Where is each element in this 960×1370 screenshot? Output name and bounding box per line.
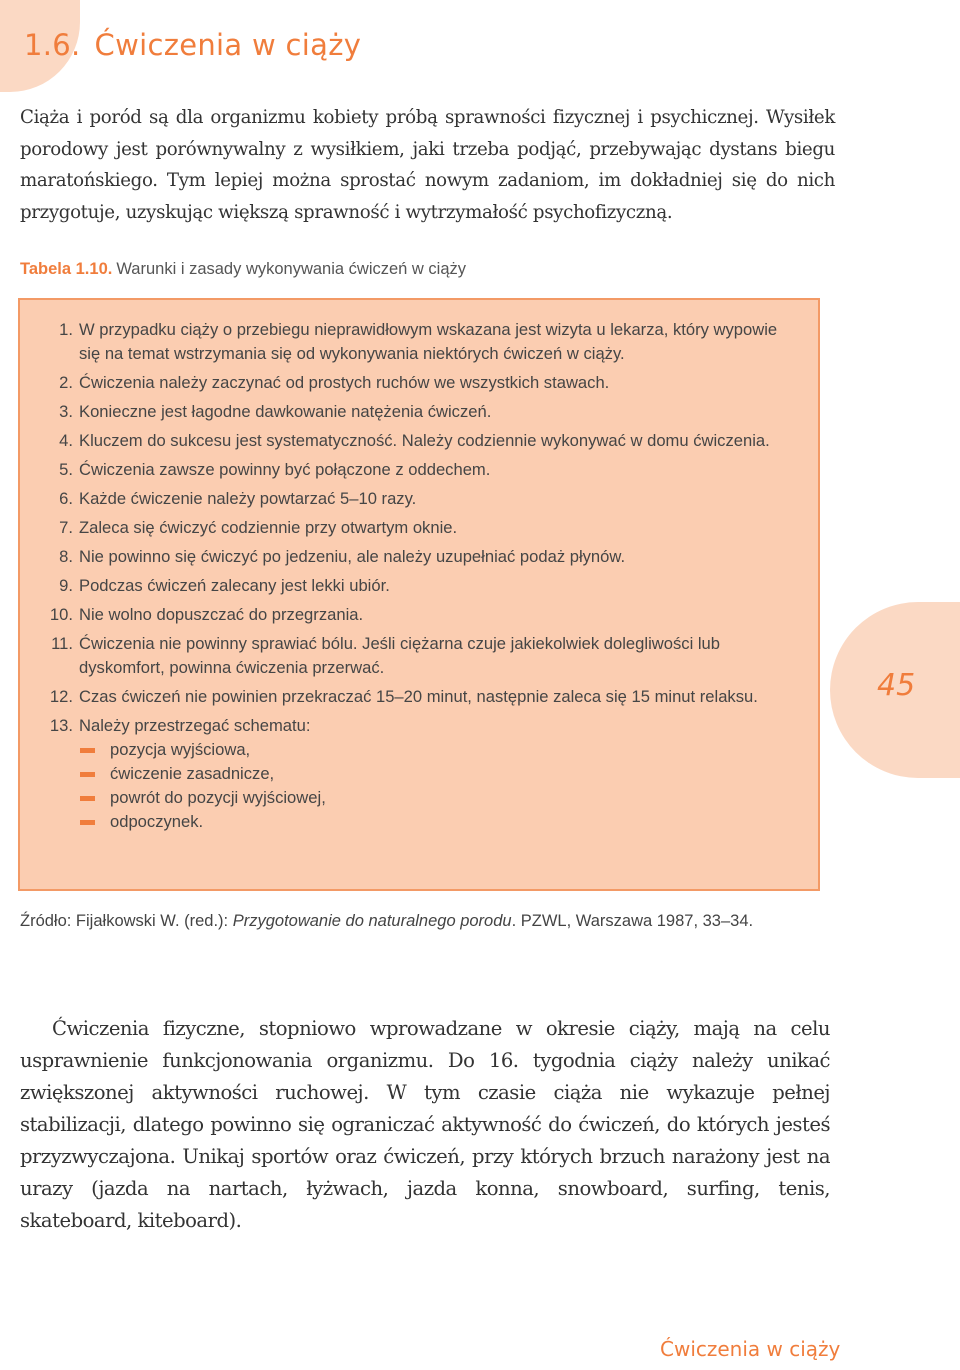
source-title: Przygotowanie do naturalnego porodu bbox=[232, 912, 512, 930]
list-item bbox=[20, 318, 799, 366]
item-number: 2. bbox=[59, 373, 73, 392]
section-title: Ćwiczenia w ciąży bbox=[94, 28, 362, 62]
list-item bbox=[20, 458, 799, 482]
intro-paragraph: Ciąża i poród są dla organizmu kobiety próbą sprawności fizycznej i psychicznej. Wysiłek porodowy jest porównywalny z wysiłkiem, jaki trzeba podjąć, przebywając dystans biegu maratońskiego. Tym lepiej można sprostać nowym zadaniom, im dokładniej się do nich przygotuje, uzyskując większą sprawność i wytrzymałość psychofizyczną. bbox=[20, 107, 835, 223]
source-prefix: Źródło: Fijałkowski W. (red.): bbox=[20, 912, 233, 930]
dash-bullet-icon bbox=[80, 796, 95, 801]
section-number: 1.6. bbox=[24, 28, 81, 62]
rules-table-box bbox=[18, 298, 820, 891]
list-item bbox=[20, 545, 799, 569]
item-text: Ćwiczenia zawsze powinny być połączone z oddechem. bbox=[79, 460, 491, 479]
item-text: Ćwiczenia nie powinny sprawiać bólu. Jeśli ciężarna czuje jakiekolwiek dolegliwości lub dyskomfort, powinna ćwiczenia przerwać. bbox=[79, 634, 721, 677]
dash-bullet-icon bbox=[80, 748, 95, 753]
section-heading bbox=[24, 28, 361, 62]
schema-step bbox=[79, 762, 760, 786]
item-number: 3. bbox=[59, 402, 73, 421]
list-item bbox=[20, 516, 799, 540]
item-number: 12. bbox=[49, 687, 73, 706]
schema-list bbox=[79, 738, 799, 834]
item-number: 11. bbox=[51, 634, 73, 653]
item-number: 1. bbox=[59, 320, 73, 339]
schema-step-text: ćwiczenie zasadnicze, bbox=[110, 764, 275, 783]
item-text: Nie wolno dopuszczać do przegrzania. bbox=[79, 605, 364, 624]
list-item bbox=[20, 714, 799, 834]
list-item bbox=[20, 632, 799, 680]
list-item bbox=[20, 685, 799, 709]
schema-step-text: powrót do pozycji wyjściowej, bbox=[110, 788, 326, 807]
item-number: 5. bbox=[59, 460, 73, 479]
running-footer: Ćwiczenia w ciąży bbox=[660, 1337, 841, 1361]
table-label: Tabela 1.10. bbox=[20, 260, 113, 278]
list-item bbox=[20, 487, 799, 511]
item-text: Podczas ćwiczeń zalecany jest lekki ubiór. bbox=[79, 576, 390, 595]
main-paragraph: Ćwiczenia fizyczne, stopniowo wprowadzane w okresie ciąży, mają na celu usprawnienie funkcjonowania organizmu. Do 16. tygodnia ciąży należy unikać zwiększonej aktywności ruchowej. W tym czasie ciąża nie wykazuje pełnej stabilizacji, dlatego powinno się ograniczać aktywność do ćwiczeń, do których jesteś przyzwyczajona. Unikaj sportów oraz ćwiczeń, przy których brzuch narażony jest na urazy (jazda na nartach, łyżwach, jazda konna, snowboard, surfing, tenis, skateboard, kiteboard). bbox=[20, 1017, 830, 1232]
schema-step-text: pozycja wyjściowa, bbox=[110, 740, 251, 759]
item-text: Ćwiczenia należy zaczynać od prostych ruchów we wszystkich stawach. bbox=[79, 373, 610, 392]
item-text: W przypadku ciąży o przebiegu nieprawidłowym wskazana jest wizyta u lekarza, który wypowie się na temat wstrzymania się od wykonywania niektórych ćwiczeń w ciąży. bbox=[79, 320, 778, 363]
dash-bullet-icon bbox=[80, 772, 95, 777]
item-text: Konieczne jest łagodne dawkowanie natężenia ćwiczeń. bbox=[79, 402, 492, 421]
table-caption bbox=[20, 260, 466, 279]
item-text: Kluczem do sukcesu jest systematyczność. Należy codziennie wykonywać w domu ćwiczenia. bbox=[79, 431, 770, 450]
list-item bbox=[20, 429, 799, 453]
item-number: 4. bbox=[59, 431, 73, 450]
list-item bbox=[20, 603, 799, 627]
page-number: 45 bbox=[877, 668, 916, 703]
item-number: 10. bbox=[49, 605, 73, 624]
item-number: 8. bbox=[59, 547, 73, 566]
dash-bullet-icon bbox=[80, 820, 95, 825]
item-number: 7. bbox=[59, 518, 73, 537]
source-citation bbox=[20, 912, 753, 931]
list-item bbox=[20, 400, 799, 424]
list-item bbox=[20, 371, 799, 395]
schema-step-text: odpoczynek. bbox=[110, 812, 204, 831]
source-suffix: . PZWL, Warszawa 1987, 33–34. bbox=[511, 912, 754, 930]
item-text: Zaleca się ćwiczyć codziennie przy otwartym oknie. bbox=[79, 518, 458, 537]
table-title: Warunki i zasady wykonywania ćwiczeń w ciąży bbox=[116, 260, 467, 278]
item-number: 13. bbox=[49, 716, 73, 735]
item-text: Nie powinno się ćwiczyć po jedzeniu, ale należy uzupełniać podaż płynów. bbox=[79, 547, 626, 566]
rules-list bbox=[20, 300, 818, 834]
schema-step bbox=[79, 786, 760, 810]
schema-step bbox=[79, 738, 760, 762]
item-number: 9. bbox=[59, 576, 73, 595]
item-number: 6. bbox=[59, 489, 73, 508]
schema-step bbox=[79, 810, 760, 834]
item-text: Czas ćwiczeń nie powinien przekraczać 15–20 minut, następnie zaleca się 15 minut relaksu. bbox=[79, 687, 758, 706]
item-text: Należy przestrzegać schematu: bbox=[79, 716, 311, 735]
item-text: Każde ćwiczenie należy powtarzać 5–10 razy. bbox=[79, 489, 417, 508]
list-item bbox=[20, 574, 799, 598]
